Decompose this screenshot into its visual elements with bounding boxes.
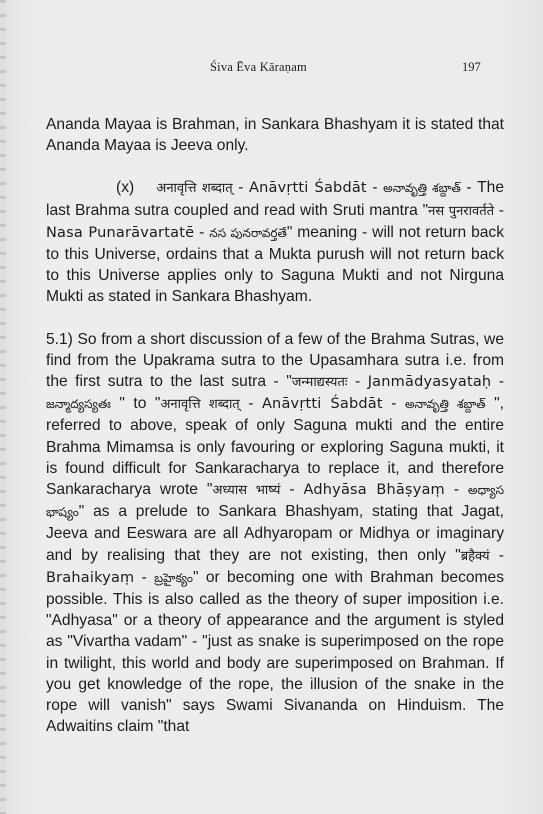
transliteration-term: Nasa Punarāvartatē [46, 224, 195, 241]
separator: - [494, 201, 504, 219]
quote-mark: " [422, 201, 429, 219]
separator: - [194, 223, 210, 241]
body-text-segment: " as a prelude to Sankara Bhashyam, stating that Jagat, Jeeva and Eeswara are all Adhyaropam or Midhya or imaginary and by realising that they are not existing, then only " [46, 503, 504, 564]
transliteration-term: Anāvṛtti Śabdāt [248, 180, 367, 197]
separator: - [491, 373, 505, 391]
separator: - [489, 546, 504, 564]
sanskrit-term: जन्माद्यस्यतः [291, 375, 348, 391]
body-text-segment: " or becoming one with Brahman becomes possible. This is also called as the theory of super imposition i.e. "Adhyasa" or a theory of appearance and the argument is styled as "Vivartha vadam" - "just as snake is superimposed on the rope in twilight, this world and body are superimposed on Brahman. If you get knowledge of the rope, the illusion of the snake in the rope will vanish" says Swami Sivananda on Hinduism. The Adwaitins claim "that [46, 568, 504, 736]
body-text-segment: 5.1) So from a short discussion of a few of the Brahma Sutras, we find from the Upakrama sutra to the Upasamhara sutra i.e. from the first sutra to the last sutra - " [46, 330, 504, 391]
body-text-segment: meaning - will not return back to this Universe, ordains that a Mukta purush will not return back to this Universe applies only to Saguna Mukti and not Nirguna Mukti as stated in Sankara Bhashyam. [46, 223, 505, 306]
transliteration-term: Brahaikyaṃ [46, 569, 135, 586]
sanskrit-term: अनावृत्ति शब्दात् [160, 397, 240, 413]
separator: - [232, 179, 249, 197]
page-binding-edge [0, 0, 6, 814]
separator: - [239, 395, 262, 413]
sanskrit-term: ब्रहैक्यं [460, 548, 490, 564]
telugu-term: అనావృత్తి శబ్దాత్ [383, 181, 461, 196]
page-number: 197 [462, 60, 481, 74]
telugu-term: అధ్యాస భాష్యం [46, 483, 505, 520]
telugu-term: నస పునరావర్తతే [209, 225, 287, 240]
item-marker: (x) [116, 179, 135, 197]
body-text-segment: - The last Brahma sutra coupled and read with Sruti mantra [46, 179, 505, 219]
separator: - [366, 179, 384, 197]
page-header [0, 60, 543, 80]
telugu-term: జన్మాద్యస్యతః [46, 397, 111, 412]
sanskrit-term: नस पुनरावर्तते [428, 203, 495, 219]
quote-mark: " [286, 223, 293, 241]
transliteration-term: Janmādyasyataḥ [367, 374, 492, 391]
separator: - [347, 373, 368, 391]
telugu-term: అనావృత్తి శబ్దాత్ [404, 397, 486, 412]
body-text-segment: ", referred to above, speak of only Saguna mukti and the entire Brahma Mimamsa is only favouring or exploring Saguna mukti, it is found difficult for Sankaracharya to replace it, and therefore Sankaracharya wrote " [46, 395, 505, 499]
transliteration-term: Adhyāsa Bhāṣyaṃ [303, 482, 445, 499]
body-text [46, 114, 504, 737]
separator: - [134, 568, 155, 586]
body-text-segment: " to " [110, 395, 161, 413]
paragraph-ananda-mayaa: Ananda Mayaa is Brahman, in Sankara Bhashyam it is stated that Ananda Mayaa is Jeeva only. [46, 116, 504, 155]
paragraph-anavrtti-sabdat [46, 177, 504, 307]
separator: - [382, 395, 405, 413]
telugu-term: బ్రహైక్యం [154, 570, 193, 585]
paragraph-5-1 [46, 329, 504, 738]
running-title: Śiva Ēva Kāraṇam [210, 60, 307, 74]
sanskrit-term: अनावृत्ति शब्दात् [156, 181, 233, 197]
separator: - [444, 481, 468, 499]
transliteration-term: Anāvṛtti Śabdāt [261, 396, 383, 413]
sanskrit-term: अध्यास भाष्यं [212, 483, 281, 499]
separator: - [280, 481, 304, 499]
